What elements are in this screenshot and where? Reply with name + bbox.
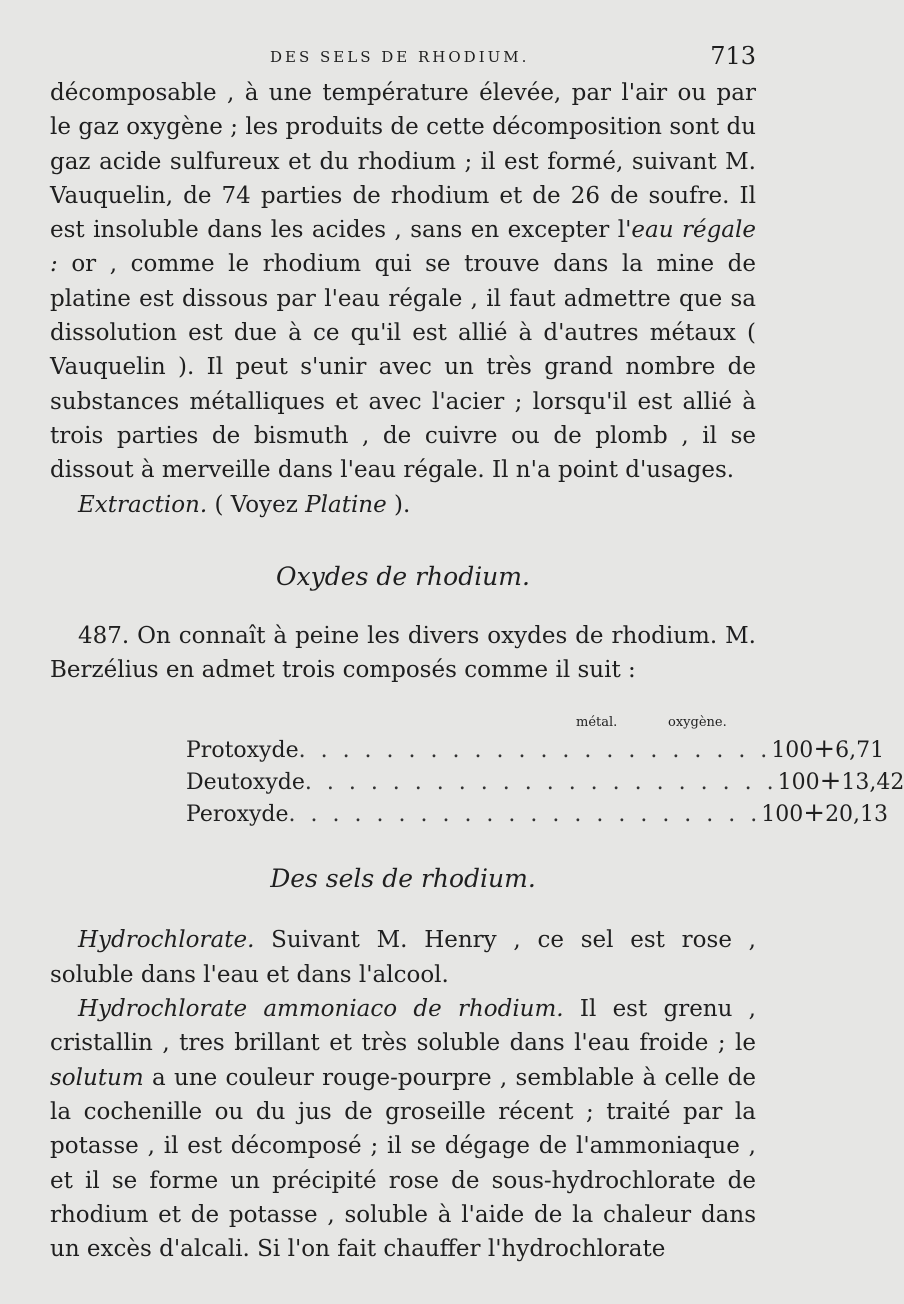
extraction-line bbox=[50, 488, 756, 522]
col-oxygen-header: oxygène. bbox=[668, 715, 727, 731]
hydrochlorate-label: Hydrochlorate. bbox=[78, 927, 255, 954]
col-metal-header: métal. bbox=[576, 715, 618, 731]
oxide-name: Protoxyde bbox=[186, 738, 299, 764]
hydrochlorate-text: Suivant M. Henry , ce sel est rose , soluble dans l'eau et dans l'alcool. bbox=[50, 927, 756, 988]
oxide-metal-value: 100 bbox=[771, 738, 814, 764]
ammoniaco-text-1: Il est grenu , cristallin , tres brillant et très soluble dans l'eau froide ; le bbox=[50, 996, 756, 1057]
plus-sign: + bbox=[819, 766, 842, 797]
leader-dots: . . . . . . . . . . . . . . . . . . . . . . bbox=[288, 802, 762, 828]
oxide-oxygen-value: 6,71 bbox=[835, 738, 885, 764]
hydrochlorate-paragraph bbox=[50, 923, 756, 992]
oxide-name: Peroxyde bbox=[186, 802, 289, 828]
oxide-table bbox=[186, 715, 904, 830]
oxydes-paragraph: 487. On connaît à peine les divers oxydes de rhodium. M. Berzélius en admet trois composés comme il suit : bbox=[50, 622, 756, 684]
intro-paragraph bbox=[50, 76, 756, 488]
running-head bbox=[50, 42, 756, 76]
oxide-metal-value: 100 bbox=[777, 770, 820, 796]
intro-text-2: or , comme le rhodium qui se trouve dans la mine de platine est dissous par l'eau régale , il faut admettre que sa dissolution est due à ce qu'il est allié à d'autres métaux ( Vauquelin ). Il peut s'unir avec un très grand nombre de substances métalliques et avec l'acier ; lorsqu'il est allié à trois parties de bismuth , de cuivre ou de plomb , il se dissout à merveille dans l'eau régale. Il n'a point d'usages. bbox=[50, 251, 756, 484]
oxide-oxygen-value: 13,42 bbox=[841, 770, 904, 796]
extraction-link-platine: Platine bbox=[305, 491, 387, 518]
extraction-label: Extraction. bbox=[78, 491, 208, 518]
section-title-oxydes: Oxydes de rhodium. bbox=[276, 561, 530, 591]
leader-dots: . . . . . . . . . . . . . . . . . . . . . . bbox=[298, 738, 772, 764]
section-title-sels: Des sels de rhodium. bbox=[270, 864, 536, 894]
intro-text-1: décomposable , à une température élevée, par l'air ou par le gaz oxygène ; les produits de cette décomposition sont du gaz acide sulfureux et du rhodium ; il est formé, suivant M. Vauquelin, de 74 parties de rhodium et de 26 de soufre. Il est insoluble dans les acides , sans en excepter l' bbox=[50, 80, 756, 244]
ammoniaco-text-2: a une couleur rouge-pourpre , semblable à celle de la cochenille ou du jus de groseille récent ; traité par la potasse , il est décomposé ; il se dégage de l'ammoniaque , et il se forme un précipité rose de sous-hydrochlorate de rhodium et de potasse , soluble à l'aide de la chaleur dans un excès d'alcali. Si l'on fait chauffer l'hydrochlorate bbox=[50, 1064, 756, 1263]
page-number: 713 bbox=[710, 42, 756, 70]
oxide-row bbox=[186, 766, 904, 798]
ammoniaco-paragraph bbox=[50, 992, 756, 1266]
plus-sign: + bbox=[813, 734, 836, 765]
ammoniaco-italic-solutum: solutum bbox=[50, 1064, 144, 1091]
oxide-row bbox=[186, 734, 885, 766]
running-title: DES SELS DE RHODIUM. bbox=[270, 48, 530, 66]
extraction-text-before: ( Voyez bbox=[207, 491, 306, 518]
ammoniaco-label: Hydrochlorate ammoniaco de rhodium. bbox=[78, 996, 564, 1023]
intro-italic-eau-regale: eau régale : bbox=[50, 217, 756, 278]
plus-sign: + bbox=[803, 798, 826, 829]
oxide-name: Deutoxyde bbox=[186, 770, 305, 796]
oxide-table-header bbox=[186, 715, 746, 730]
oxide-metal-value: 100 bbox=[761, 802, 804, 828]
leader-dots: . . . . . . . . . . . . . . . . . . . . . . bbox=[304, 770, 778, 796]
oxide-oxygen-value: 20,13 bbox=[825, 802, 889, 828]
extraction-text-after: ). bbox=[386, 491, 411, 518]
oxide-row bbox=[186, 798, 889, 830]
